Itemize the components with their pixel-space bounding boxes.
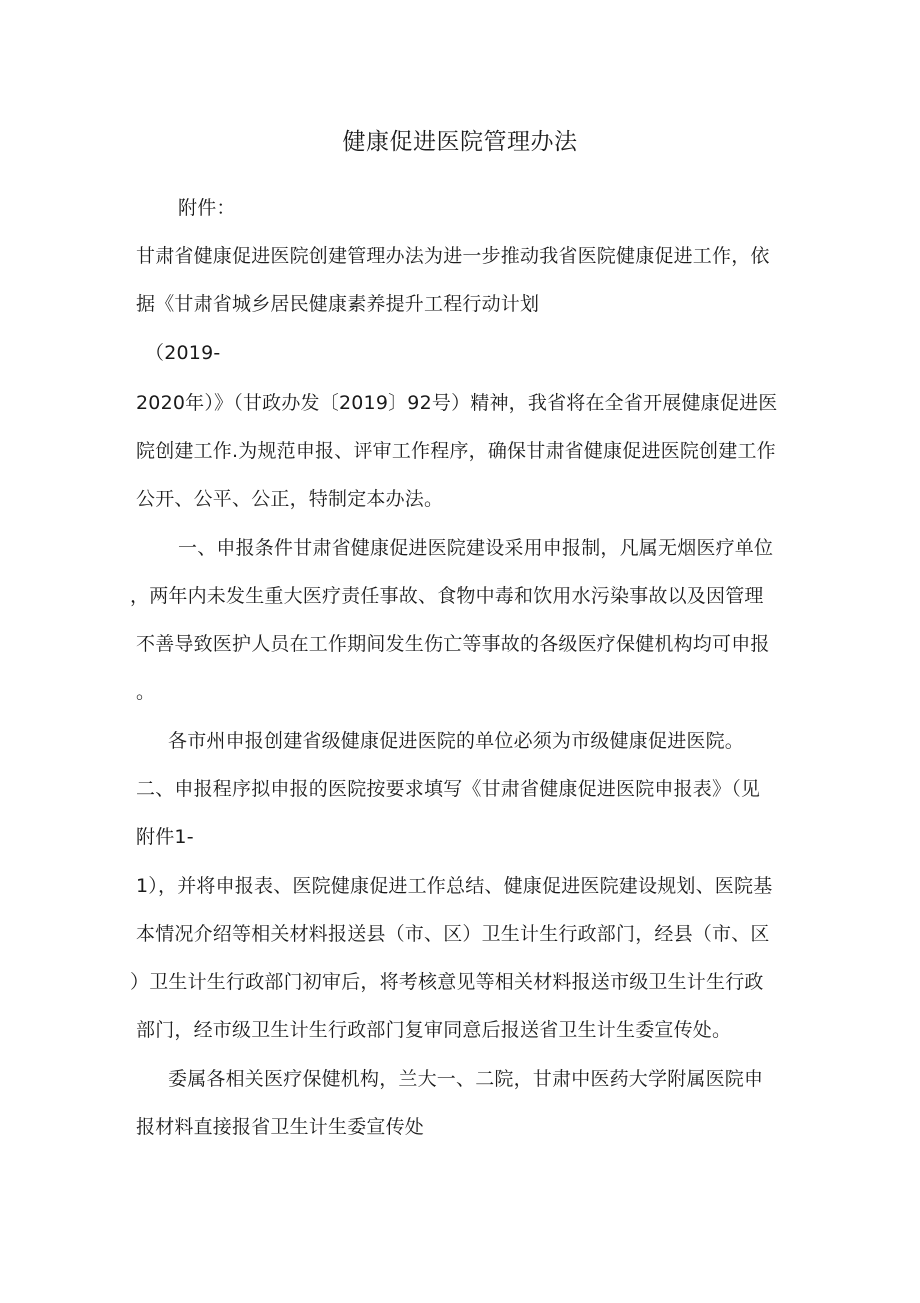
paragraph-line: ）卫生计生行政部门初审后，将考核意见等相关材料报送市级卫生计生行政 [130,971,764,993]
paragraph-line: 一、申报条件甘肃省健康促进医院建设采用申报制，凡属无烟医疗单位 [178,537,774,559]
paragraph-line: 甘肃省健康促进医院创建管理办法为进一步推动我省医院健康促进工作，依 [136,245,770,267]
paragraph-line: ，两年内未发生重大医疗责任事故、食物中毒和饮用水污染事故以及因管理 [130,585,764,607]
paragraph-line: 部门，经市级卫生计生行政部门复审同意后报送省卫生计生委宣传处。 [136,1019,732,1041]
paragraph-line: 本情况介绍等相关材料报送县（市、区）卫生计生行政部门，经县（市、区 [136,923,770,945]
paragraph-line: 1），并将申报表、医院健康促进工作总结、健康促进医院建设规划、医院基 [136,875,773,897]
document-title: 健康促进医院管理办法 [342,129,578,155]
paragraph-line: 不善导致医护人员在工作期间发生伤亡等事故的各级医疗保健机构均可申报 [136,633,770,655]
paragraph-line: 二、申报程序拟申报的医院按要求填写《甘肃省健康促进医院申报表》（见 [136,778,761,800]
paragraph-line: 各市州申报创建省级健康促进医院的单位必须为市级健康促进医院。 [168,730,745,752]
attachment-label: 附件： [178,197,236,219]
paragraph-line: 报材料直接报省卫生计生委宣传处 [136,1116,425,1138]
paragraph-line: 附件1- [136,826,194,848]
paragraph-line: 公开、公平、公正，特制定本办法。 [136,488,444,510]
paragraph-line: 2020年）》（甘政办发〔2019〕92号）精神，我省将在全省开展健康促进医 [136,392,778,414]
paragraph-line: 。 [136,681,156,703]
paragraph-line: 院创建工作.为规范申报、评审工作程序，确保甘肃省健康促进医院创建工作 [136,440,776,462]
paragraph-line: 据《甘肃省城乡居民健康素养提升工程行动计划 [136,293,540,315]
paragraph-line: （2019- [145,342,221,364]
paragraph-line: 委属各相关医疗保健机构，兰大一、二院，甘肃中医药大学附属医院申 [168,1068,764,1090]
